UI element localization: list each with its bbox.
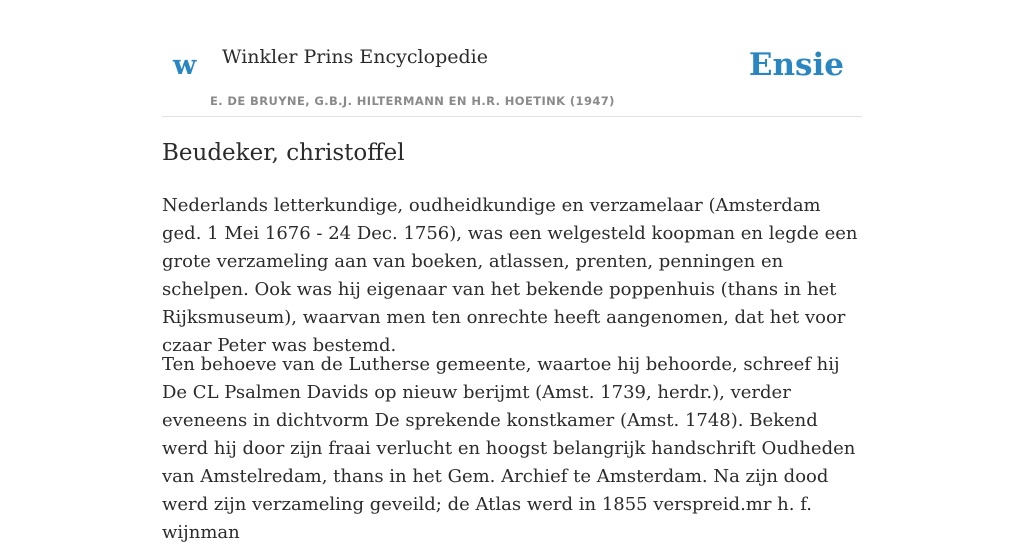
publication-header xyxy=(162,0,862,117)
article-page xyxy=(162,0,862,543)
entry-title: Beudeker, christoffel xyxy=(162,140,405,166)
entry-paragraph-1: Nederlands letterkundige, oudheidkundige en verzamelaar (Amsterdam ged. 1 Mei 1676 - 24 Dec. 1756), was een welgesteld koopman en legde een grote verzameling aan van boeken, atlassen, prenten, penningen en schelpen. Ook was hij eigenaar van het bekende poppenhuis (thans in het Rijksmuseum), waarvan men ten onrechte heeft aangenomen, dat het voor czaar Peter was bestemd. xyxy=(162,195,858,356)
winkler-prins-logo[interactable]: w xyxy=(173,50,197,81)
publication-authors: E. DE BRUYNE, G.B.J. HILTERMANN EN H.R. HOETINK (1947) xyxy=(210,94,615,108)
entry-paragraph-2: Ten behoeve van de Lutherse gemeente, waartoe hij behoorde, schreef hij De CL Psalmen Davids op nieuw berijmt (Amst. 1739, herdr.), verder eveneens in dichtvorm De sprekende konstkamer (Amst. 1748). Bekend werd hij door zijn fraai verlucht en hoogst belangrijk handschrift Oudheden van Amstelredam, thans in het Gem. Archief te Amsterdam. Na zijn dood werd zijn verzameling geveild; de Atlas werd in 1855 verspreid.mr h. f. wijnman xyxy=(162,354,856,543)
publication-title[interactable]: Winkler Prins Encyclopedie xyxy=(222,46,488,68)
ensie-brand-link[interactable]: Ensie xyxy=(748,47,844,83)
